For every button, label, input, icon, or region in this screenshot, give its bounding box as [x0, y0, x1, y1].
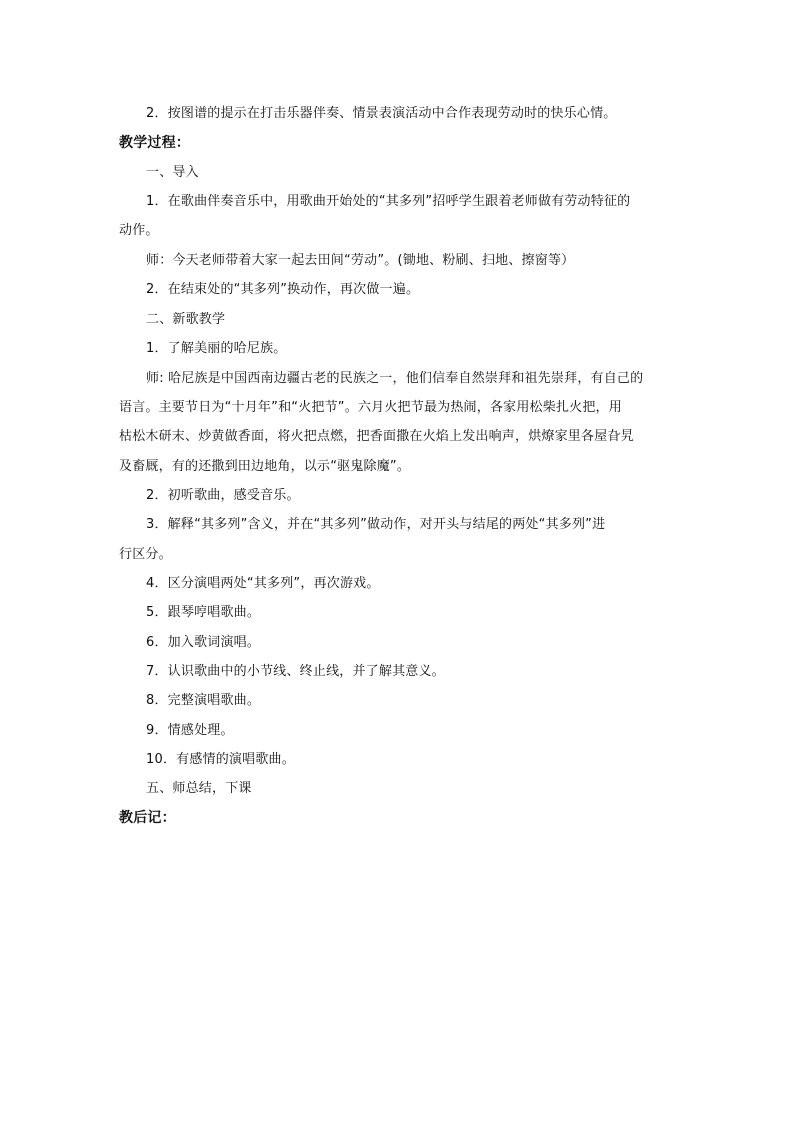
section-2-title: 二、新歌教学	[146, 312, 226, 327]
section-2-item-2: 2．初听歌曲，感受音乐。	[146, 488, 300, 503]
section-2-item-5: 5．跟琴哼唱歌曲。	[146, 605, 261, 620]
section-5-title: 五、师总结，下课	[146, 781, 252, 796]
section-1-item-2: 2．在结束处的“其多列”换动作，再次做一遍。	[146, 282, 420, 297]
afterword-heading: 教后记：	[119, 810, 176, 826]
section-2-item-8: 8．完整演唱歌曲。	[146, 693, 261, 708]
section-2-item-9: 9．情感处理。	[146, 723, 234, 738]
section-2-teacher-line-3: 枯松木研末、炒黄做香面，将火把点燃，把香面撒在火焰上发出响声，烘燎家里各屋旮旯	[119, 429, 634, 444]
section-2-teacher-line-2: 语言。主要节日为“十月年”和“火把节”。六月火把节最为热闹，各家用松柴扎火把，用	[119, 400, 622, 415]
section-2-item-3-line-2: 行区分。	[119, 547, 172, 562]
section-2-item-1: 1．了解美丽的哈尼族。	[146, 341, 287, 356]
section-1-title: 一、导入	[146, 165, 199, 180]
section-2-item-7: 7．认识歌曲中的小节线、终止线，并了解其意义。	[146, 664, 445, 679]
section-2-teacher-line-4: 及畜厩，有的还撒到田边地角，以示“驱鬼除魔”。	[119, 459, 411, 474]
section-1-item-1-line-2: 动作。	[119, 223, 159, 238]
section-1-item-1-line-1: 1．在歌曲伴奏音乐中，用歌曲开始处的“其多列”招呼学生跟着老师做有劳动特征的	[146, 194, 631, 209]
goal-item-2: 2．按图谱的提示在打击乐器伴奏、情景表演活动中合作表现劳动时的快乐心情。	[146, 106, 617, 121]
section-1-teacher-line: 师：今天老师带着大家一起去田间“劳动”。(锄地、粉刷、扫地、擦窗等）	[146, 253, 575, 268]
section-2-teacher-line-1: 师: 哈尼族是中国西南边疆古老的民族之一，他们信奉自然崇拜和祖先崇拜，有自己的	[146, 371, 644, 386]
section-2-item-3-line-1: 3．解释“其多列”含义，并在“其多列”做动作，对开头与结尾的两处“其多列”进	[146, 517, 606, 532]
process-heading: 教学过程：	[119, 135, 190, 151]
section-2-item-6: 6．加入歌词演唱。	[146, 635, 261, 650]
section-2-item-4: 4．区分演唱两处“其多列”，再次游戏。	[146, 576, 380, 591]
section-2-item-10: 10．有感情的演唱歌曲。	[146, 752, 295, 767]
